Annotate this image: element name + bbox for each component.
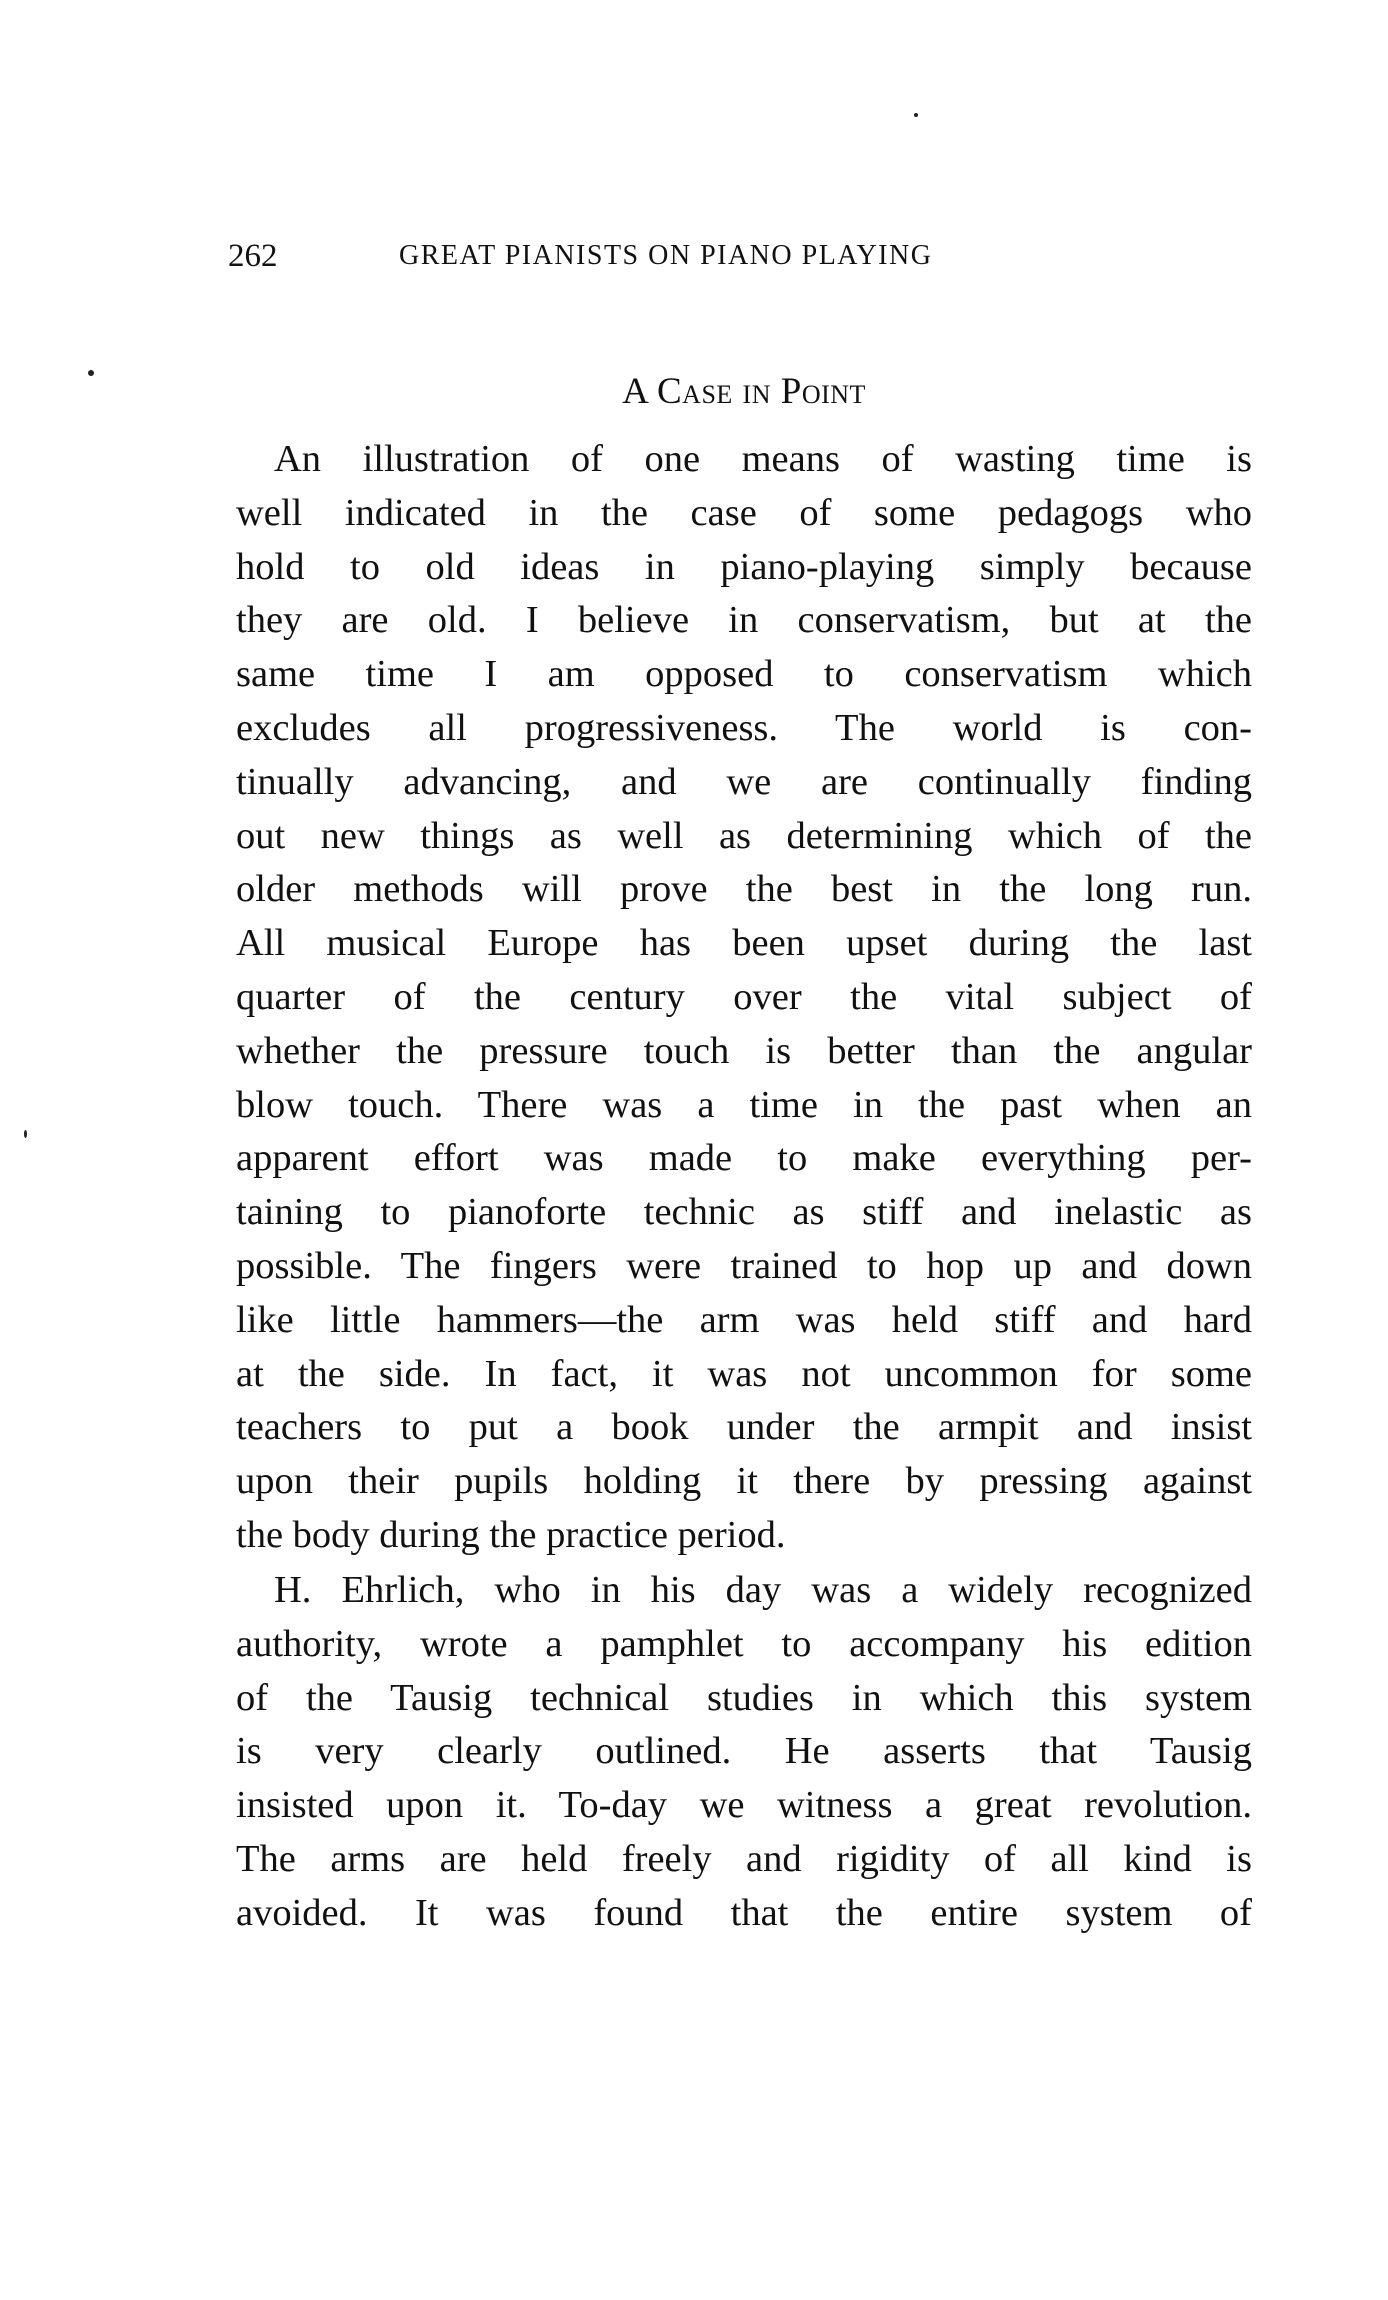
running-head (228, 238, 1078, 282)
page-number: 262 (228, 238, 278, 274)
text-line: authority, wrote a pamphlet to accompany his edition (236, 1622, 1252, 1665)
text-line: hold to old ideas in piano-playing simply because (236, 545, 1252, 588)
text-line: taining to pianoforte technic as stiff and inelastic as (236, 1191, 1252, 1234)
print-speck (914, 113, 918, 117)
text-line: same time I am opposed to conservatism which (236, 653, 1252, 696)
text-line: An illustration of one means of wasting time is (274, 438, 1252, 480)
text-line: The arms are held freely and rigidity of all kind is (236, 1837, 1252, 1880)
text-line: of the Tausig technical studies in which this system (236, 1676, 1252, 1719)
text-line: excludes all progressiveness. The world is con- (236, 706, 1252, 749)
text-line: older methods will prove the best in the long run. (236, 868, 1252, 911)
text-line: out new things as well as determining which of the (236, 814, 1252, 857)
running-title: GREAT PIANISTS ON PIANO PLAYING (399, 240, 933, 271)
text-line: is very clearly outlined. He asserts that Tausig (236, 1730, 1252, 1773)
section-heading: A Case in Point (622, 371, 866, 412)
text-line: they are old. I believe in conservatism, but at the (236, 599, 1252, 642)
text-line: quarter of the century over the vital subject of (236, 975, 1252, 1018)
text-line: upon their pupils holding it there by pressing against (236, 1460, 1252, 1503)
text-line: the body during the practice period. (236, 1513, 786, 1556)
text-line: whether the pressure touch is better than the angular (236, 1029, 1252, 1072)
text-line: apparent effort was made to make everything per- (236, 1137, 1252, 1180)
text-line: insisted upon it. To-day we witness a great revolution. (236, 1784, 1252, 1827)
text-line: All musical Europe has been upset during the last (236, 922, 1252, 965)
text-line: avoided. It was found that the entire system of (236, 1891, 1252, 1934)
text-line: teachers to put a book under the armpit and insist (236, 1406, 1252, 1449)
text-line: tinually advancing, and we are continually finding (236, 760, 1252, 803)
text-line: H. Ehrlich, who in his day was a widely recognized (274, 1569, 1252, 1611)
text-line: at the side. In fact, it was not uncommon for some (236, 1352, 1252, 1395)
text-line: possible. The fingers were trained to hop up and down (236, 1244, 1252, 1287)
paragraph-2 (236, 1564, 1252, 1941)
paragraph-1 (236, 433, 1252, 1563)
print-speck (24, 1130, 27, 1138)
text-line: well indicated in the case of some pedagogs who (236, 491, 1252, 534)
text-line: like little hammers—the arm was held stiff and hard (236, 1298, 1252, 1341)
text-line: blow touch. There was a time in the past when an (236, 1083, 1252, 1126)
print-speck (88, 370, 94, 376)
